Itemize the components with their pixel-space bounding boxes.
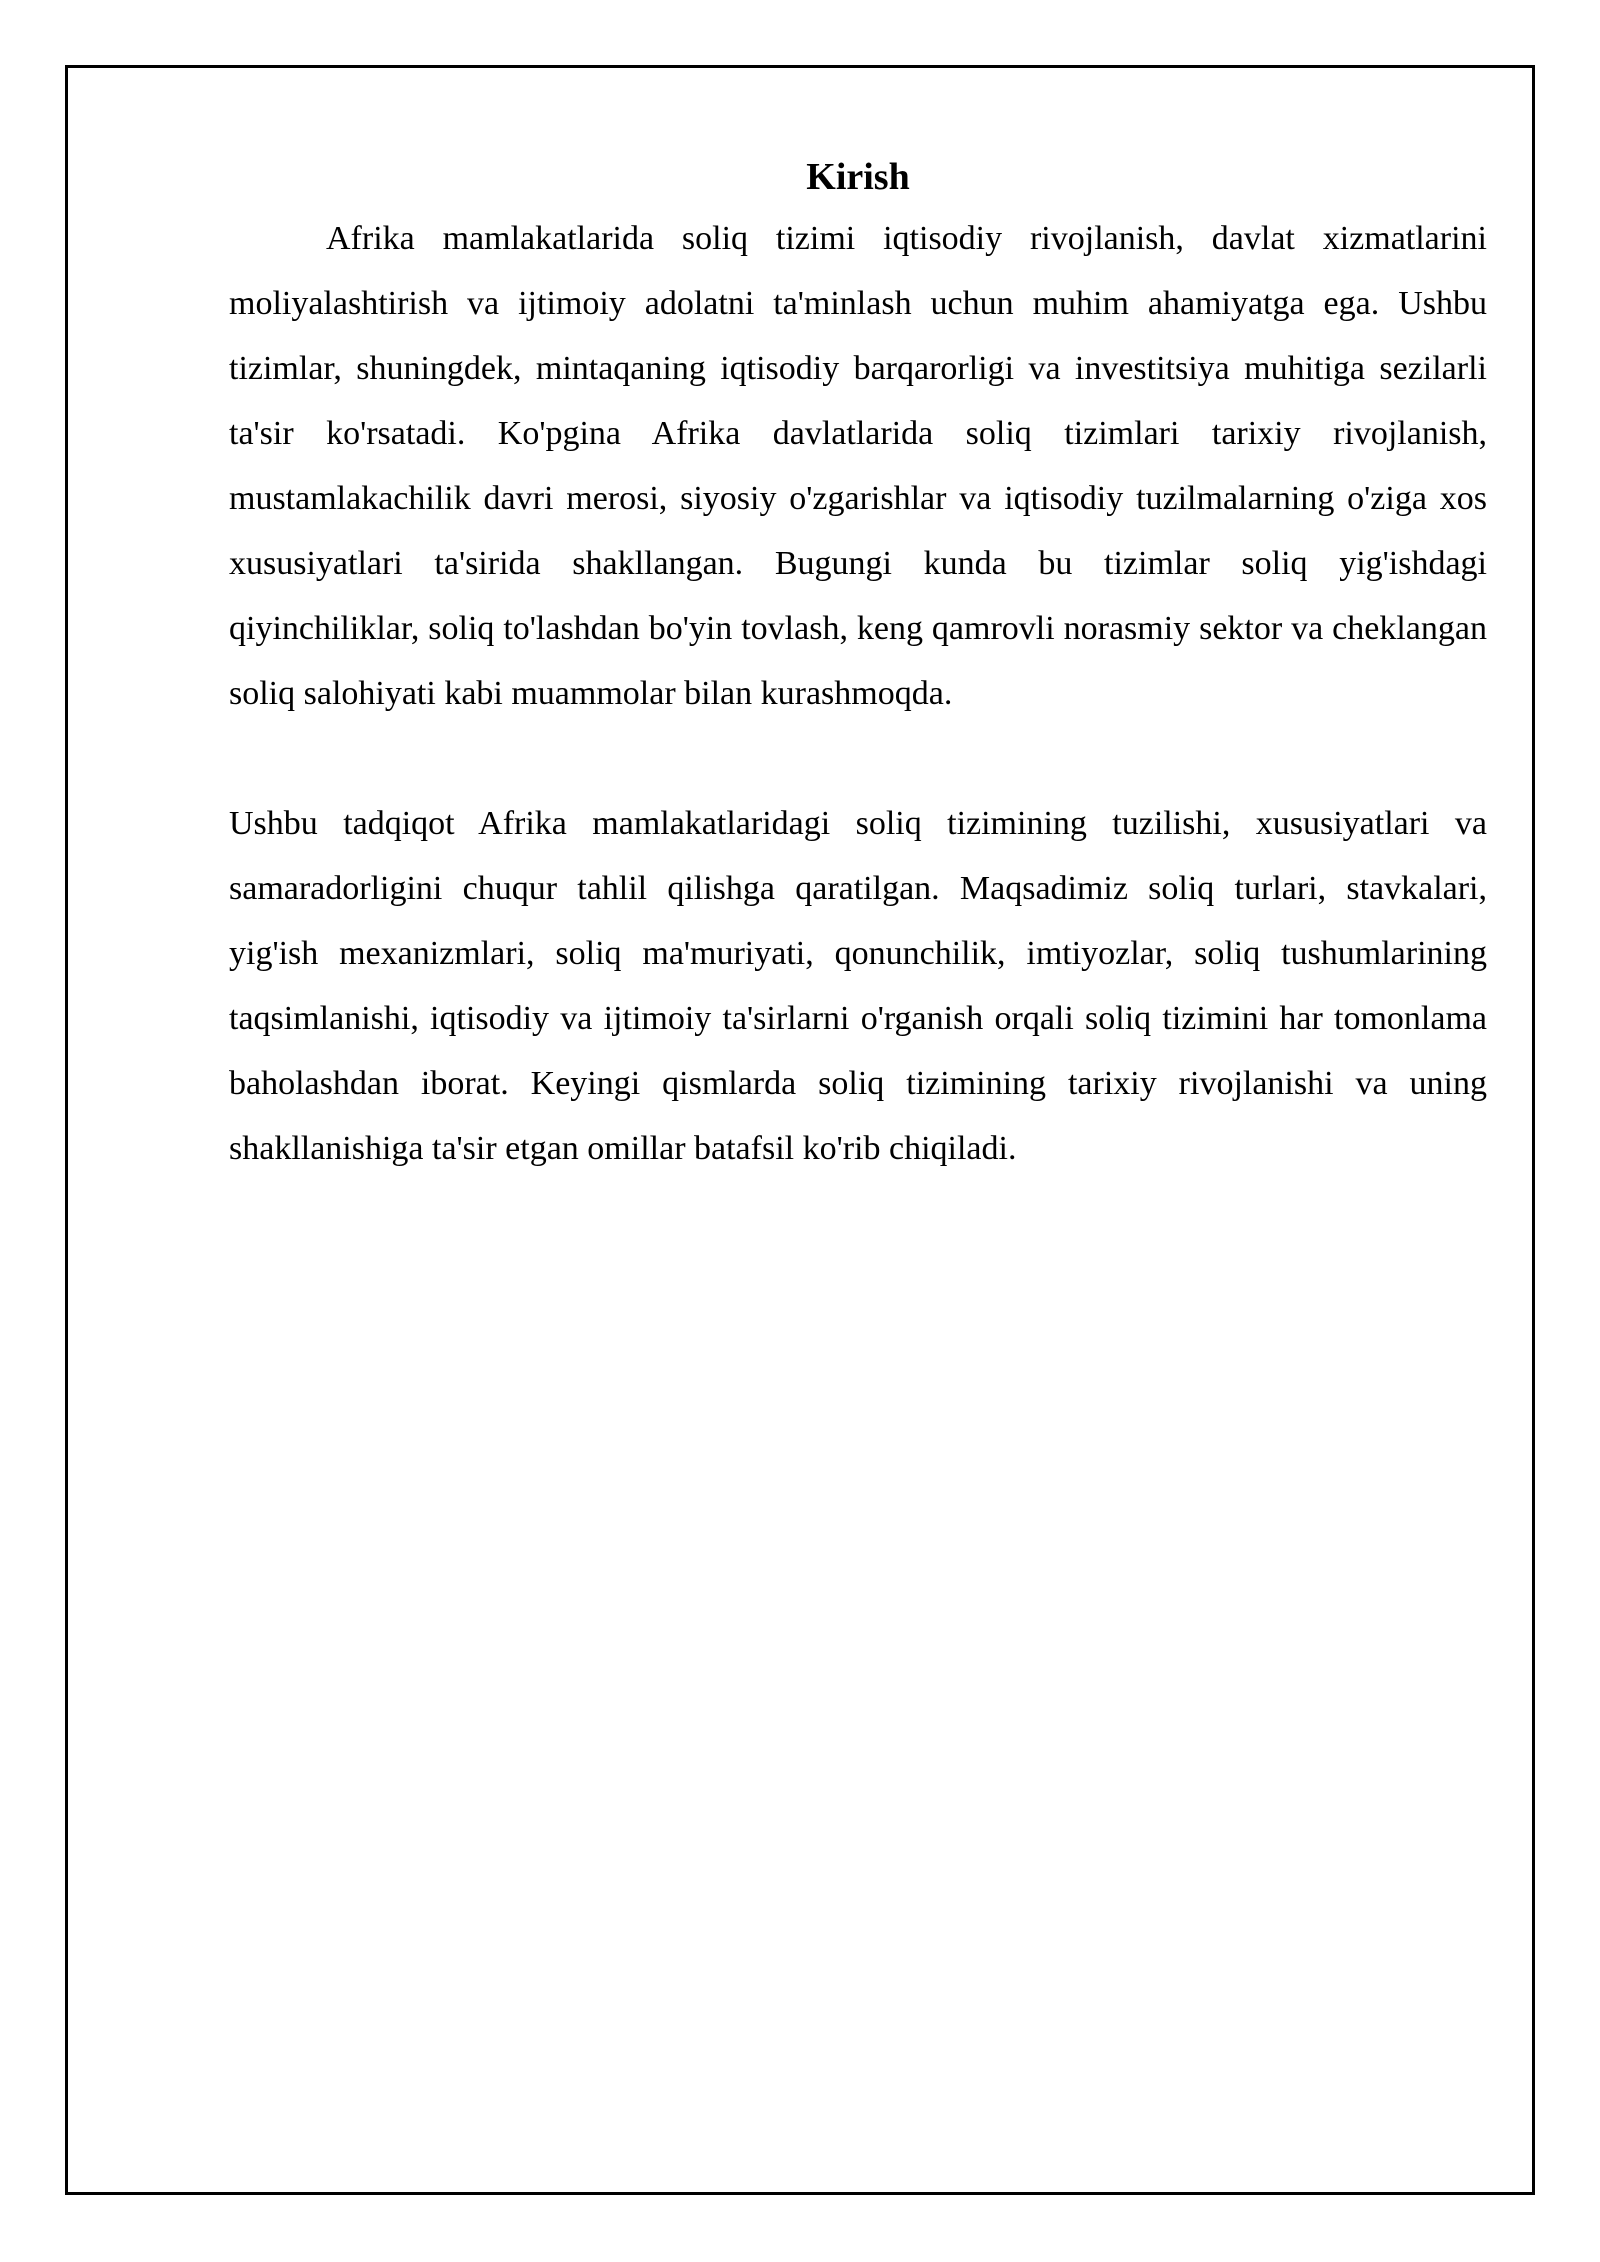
document-body [229, 148, 1487, 1181]
paragraph-2: Ushbu tadqiqot Afrika mamlakatlaridagi soliq tizimining tuzilishi, xususiyatlari va samaradorligini chuqur tahlil qilishga qaratilgan. Maqsadimiz soliq turlari, stavkalari, yig'ish mexanizmlari, soliq ma'muriyati, qonunchilik, imtiyozlar, soliq tushumlarining taqsimlanishi, iqtisodiy va ijtimoiy ta'sirlarni o'rganish orqali soliq tizimini har tomonlama baholashdan iborat. Keyingi qismlarda soliq tizimining tarixiy rivojlanishi va uning shakllanishiga ta'sir etgan omillar batafsil ko'rib chiqiladi. [229, 805, 1487, 1167]
paragraph-1: Afrika mamlakatlarida soliq tizimi iqtisodiy rivojlanish, davlat xizmatlarini moliyalashtirish va ijtimoiy adolatni ta'minlash uchun muhim ahamiyatga ega. Ushbu tizimlar, shuningdek, mintaqaning iqtisodiy barqarorligi va investitsiya muhitiga sezilarli ta'sir ko'rsatadi. Ko'pgina Afrika davlatlarida soliq tizimlari tarixiy rivojlanish, mustamlakachilik davri merosi, siyosiy o'zgarishlar va iqtisodiy tuzilmalarning o'ziga xos xususiyatlari ta'sirida shakllangan. Bugungi kunda bu tizimlar soliq yig'ishdagi qiyinchiliklar, soliq to'lashdan bo'yin tovlash, keng qamrovli norasmiy sektor va cheklangan soliq salohiyati kabi muammolar bilan kurashmoqda. [229, 220, 1487, 712]
document-title: Kirish [806, 156, 910, 198]
paragraph-spacer [229, 726, 1487, 791]
